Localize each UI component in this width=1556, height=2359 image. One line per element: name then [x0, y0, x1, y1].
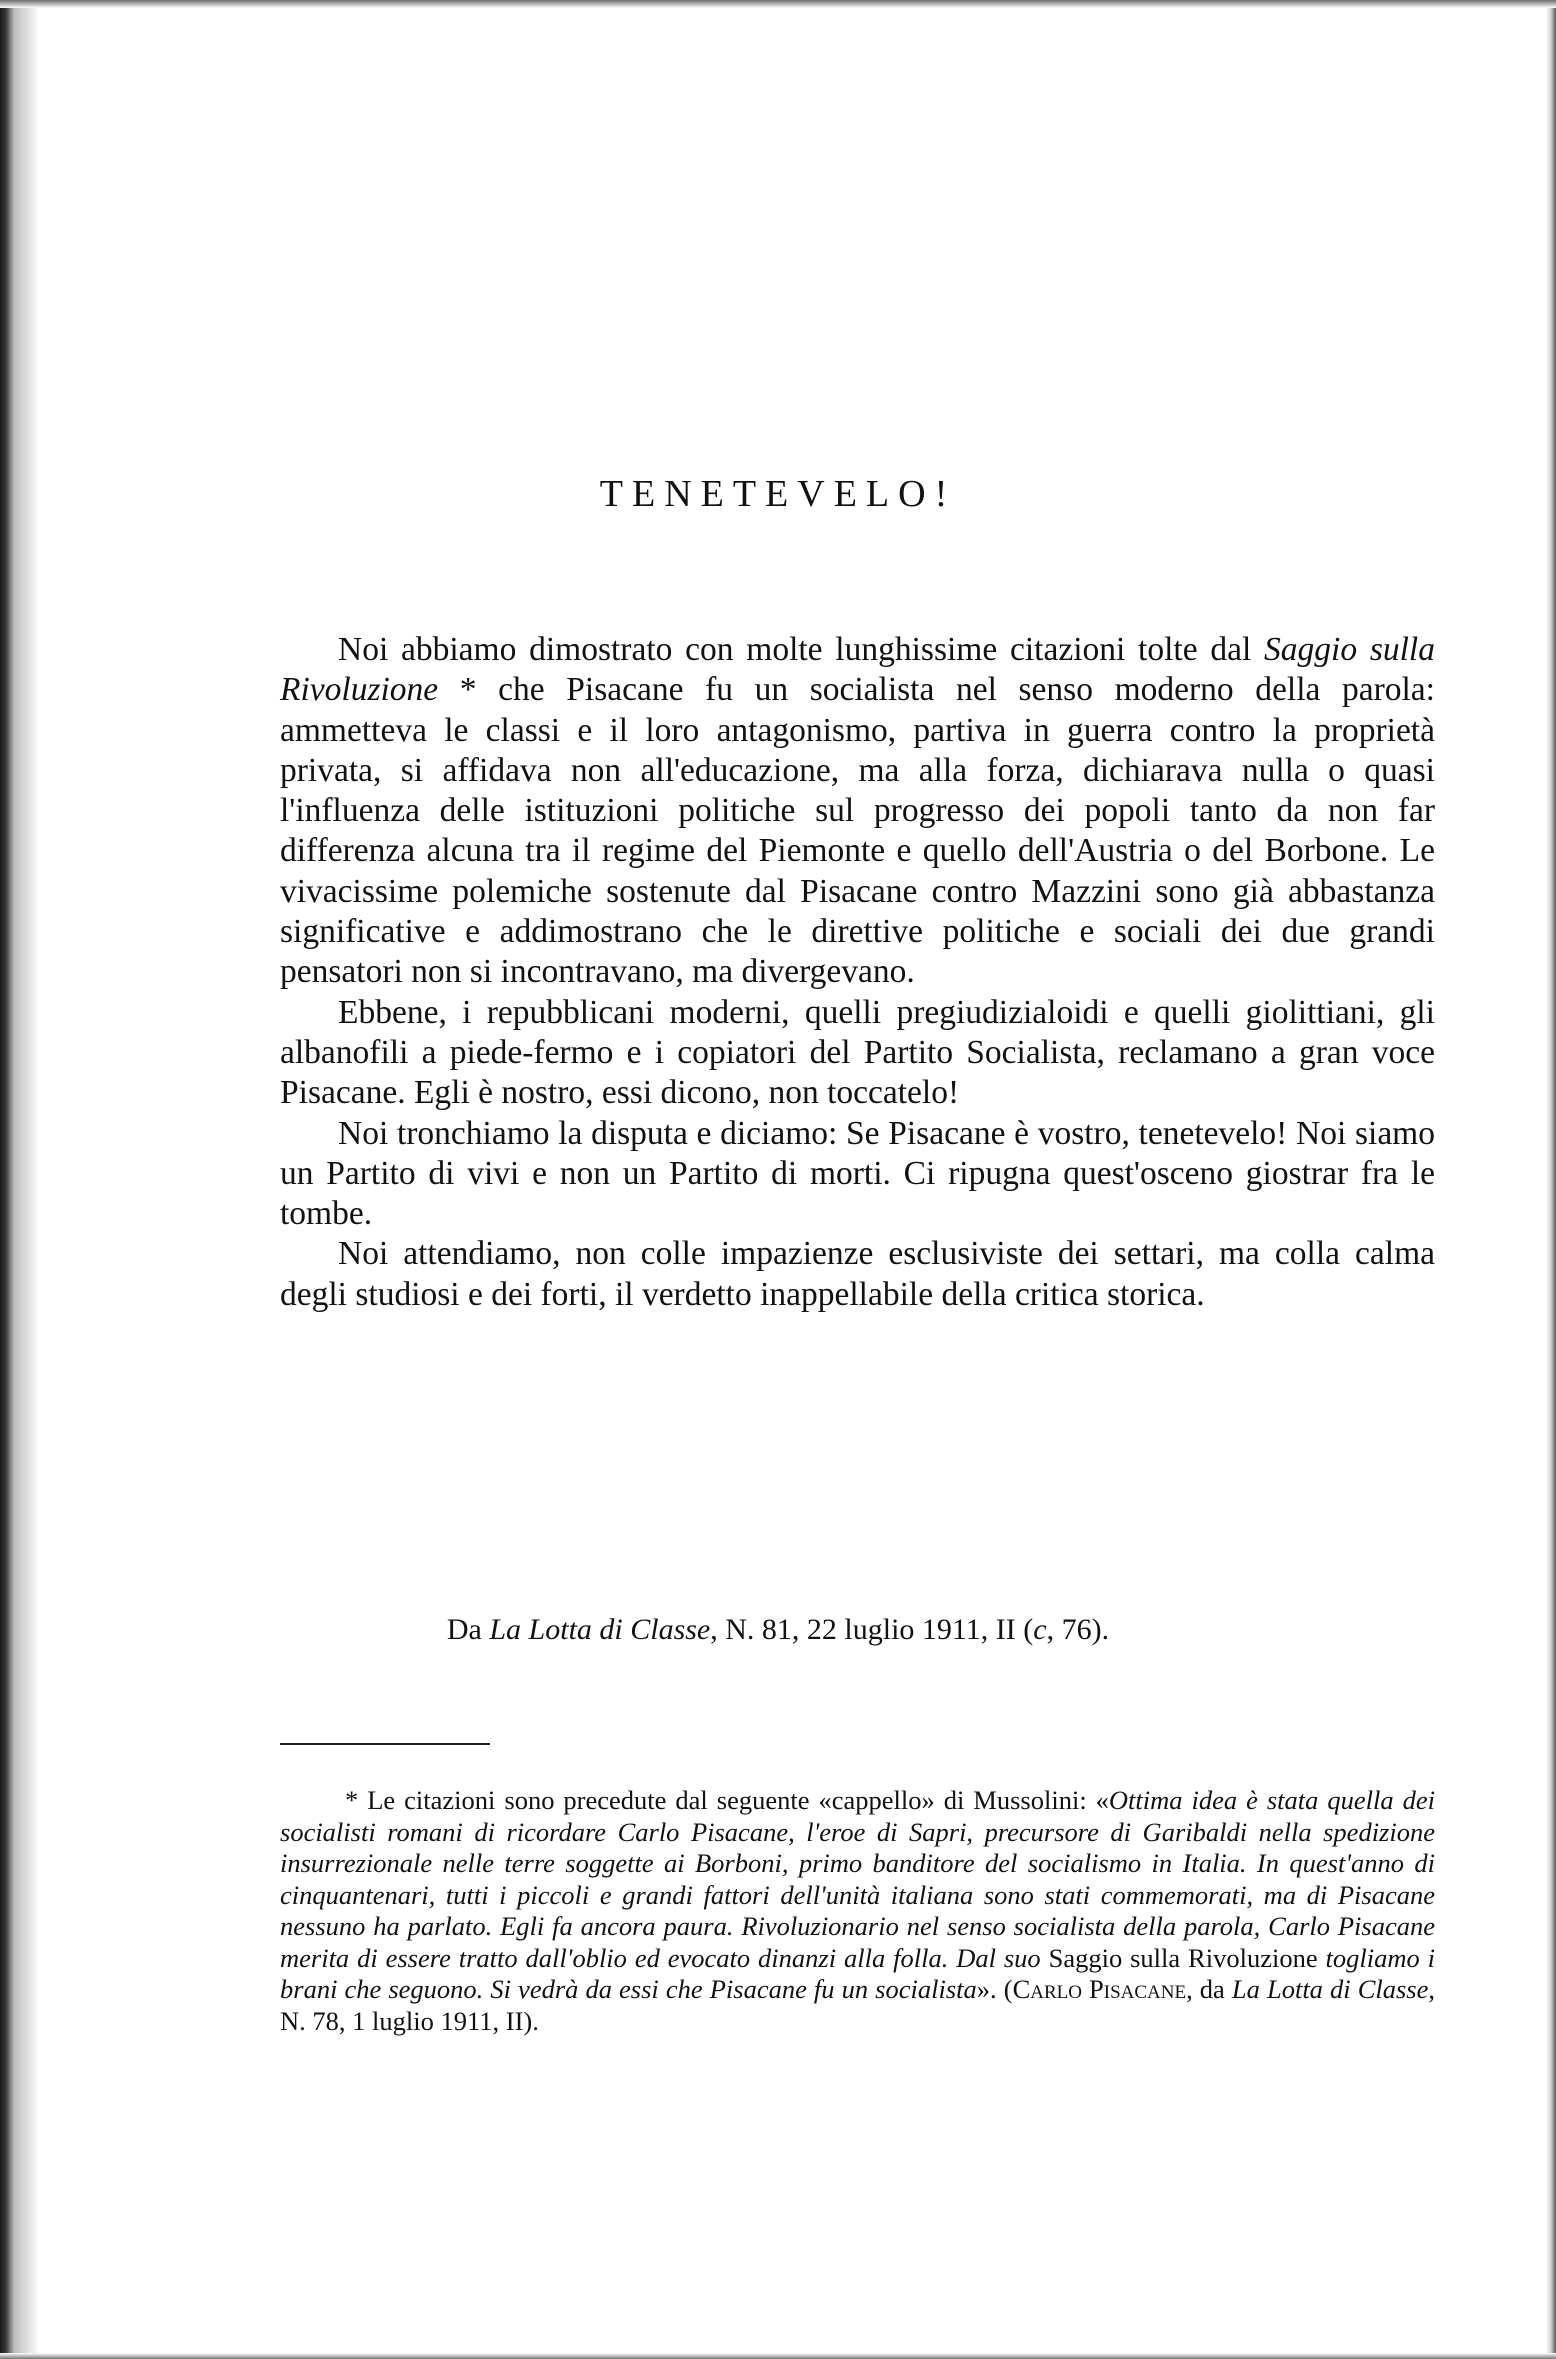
source-ref-number: , 76).: [1046, 1613, 1110, 1646]
paragraph-2: Ebbene, i repubblicani moderni, quelli pregiudizialoidi e quelli giolittiani, gli albanofili a piede-fermo e i copiatori del Partito Socialista, reclamano a gran voce Pisacane. Egli è nostro, essi dicono, non toccatelo!: [280, 993, 1435, 1112]
footnote-issue: , N. 78, 1 luglio 1911, II).: [280, 1974, 1435, 2036]
footnote-quote: Ottima idea è stata quella dei socialisti romani di ricordare Carlo Pisacane, l'eroe di Sapri, precursore di Garibaldi nella spedizione insurrezionale nelle terre soggette ai Borboni, primo banditore del socialismo in Italia. In quest'anno di cinquantenari, tutti i piccoli e grandi fattori dell'unità italiana sono stati commemorati, ma di Pisacane nessuno ha parlato. Egli fa ancora paura. Rivoluzionario nel senso socialista della parola, Carlo Pisacane merita di essere tratto dall'oblio ed evocato dinanzi alla folla. Dal suo: [280, 1785, 1435, 1973]
source-citation: [0, 1610, 1556, 1650]
scan-shadow-right: [1546, 0, 1556, 2359]
paragraph-3: Noi tronchiamo la disputa e diciamo: Se Pisacane è vostro, tenetevelo! Noi siamo un Partito di vivi e non un Partito di morti. Ci ripugna quest'osceno giostrar fra le tombe.: [280, 1114, 1435, 1233]
scan-shadow-bottom: [0, 2353, 1556, 2359]
footnote-divider: [280, 1743, 490, 1745]
footnote-journal: La Lotta di Classe: [1231, 1974, 1429, 2004]
source-ref-letter: c: [1033, 1613, 1047, 1646]
scan-shadow-top: [0, 0, 1556, 8]
footnote-book-title: Saggio sulla Rivoluzione: [1048, 1942, 1318, 1973]
paragraph-1-rest: * che Pisacane fu un socialista nel senso moderno della parola: ammetteva le classi e il loro antagonismo, partiva in guerra contro la proprietà privata, si affidava non all'educazione, ma alla forza, dichiarava nulla o quasi l'influenza delle istituzioni politiche sul progresso dei popoli tanto da non far differenza alcuna tra il regime del Piemonte e quello dell'Austria o del Borbone. Le vivacissime polemiche sostenute dal Pisacane contro Mazzini sono già abbastanza significative e addimostrano che le direttive politiche e sociali dei due grandi pensatori non si incontravano, ma divergevano.: [280, 671, 1435, 991]
footnote-quote-end: togliamo i brani che seguono. Si vedrà da essi che Pisacane fu un socialista: [280, 1942, 1436, 2004]
footnote-close-quote: ». (: [976, 1974, 1013, 2004]
footnote-from: , da: [1186, 1974, 1232, 2004]
source-issue: , N. 81, 22 luglio 1911, II (: [710, 1613, 1034, 1646]
source-prefix: Da: [446, 1613, 490, 1646]
article-body: [280, 630, 1435, 1315]
paragraph-1: [280, 630, 1435, 993]
footnote: [280, 1785, 1435, 2037]
paragraph-1-start: Noi abbiamo dimostrato con molte lunghissime citazioni tolte dal: [338, 631, 1265, 668]
footnote-author: Carlo Pisacane: [1012, 1974, 1187, 2004]
paragraph-4: Noi attendiamo, non colle impazienze esclusiviste dei settari, ma colla calma degli studiosi e dei forti, il verdetto inappellabile della critica storica.: [280, 1235, 1435, 1313]
footnote-intro: * Le citazioni sono precedute dal seguente «cappello» di Mussolini: «: [345, 1785, 1109, 1815]
scan-shadow-left: [0, 0, 40, 2359]
source-journal: La Lotta di Classe: [489, 1613, 711, 1646]
book-title: Saggio sulla Rivoluzione: [280, 631, 1435, 709]
page-title: TENETEVELO!: [599, 473, 957, 515]
